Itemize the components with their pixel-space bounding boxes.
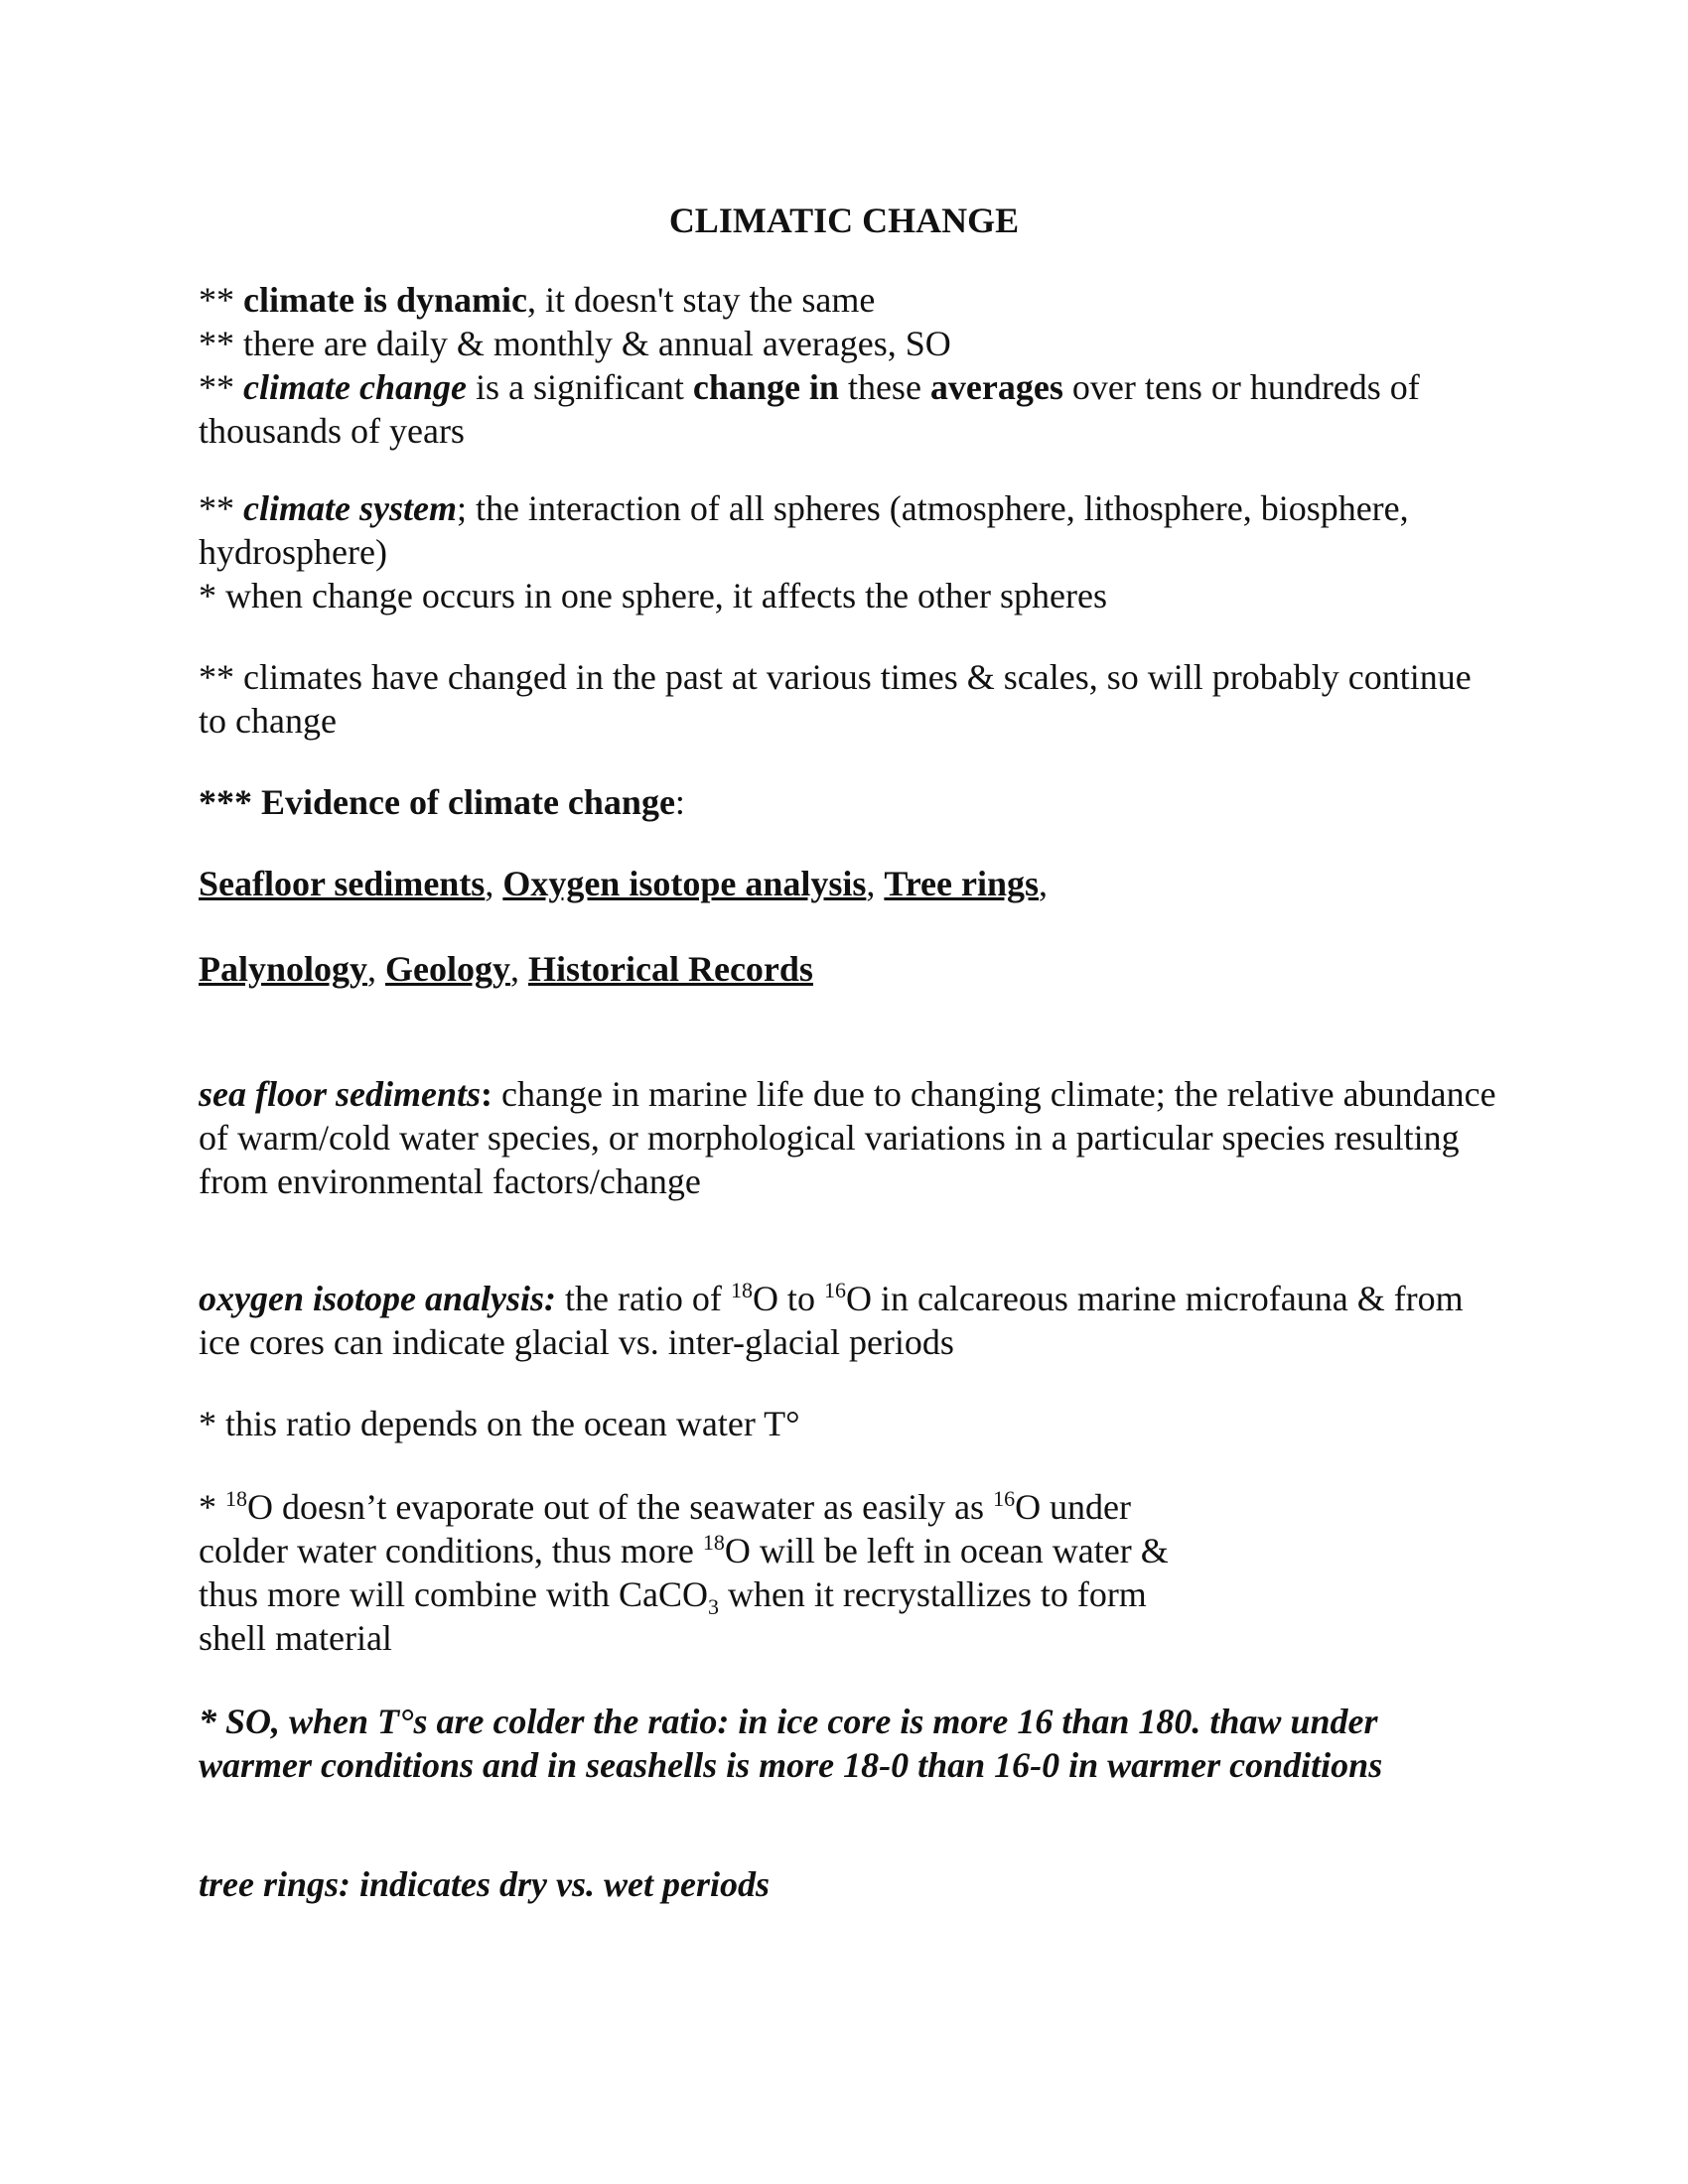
climate-dynamic-bold: climate is dynamic	[243, 280, 527, 320]
climate-system-paragraph: ** climate system; the interaction of all spheres (atmosphere, lithosphere, biosphere, hydrosphere) * when change occurs in one sphere, it affects the other spheres	[199, 488, 1409, 615]
evidence-list-row-1: Seafloor sediments, Oxygen isotope analysis, Tree rings,	[199, 864, 1049, 903]
climate-system-subpoint: * when change occurs in one sphere, it affects the other spheres	[199, 576, 1107, 615]
seafloor-paragraph: sea floor sediments: change in marine life due to changing climate; the relative abundance of warm/cold water species, or morphological variations in a particular species resulting from environmental factors/change	[199, 1074, 1496, 1201]
evidence-oxygen-isotope: Oxygen isotope analysis	[502, 864, 867, 903]
evidence-palynology: Palynology	[199, 949, 368, 989]
evidence-tree-rings: Tree rings	[884, 864, 1040, 903]
evidence-seafloor-sediments: Seafloor sediments	[199, 864, 486, 903]
intro-paragraph	[199, 278, 1499, 453]
evidence-geology: Geology	[385, 949, 510, 989]
seafloor-term: sea floor sediments	[199, 1074, 481, 1114]
climate-change-term: climate change	[243, 367, 467, 407]
oxygen-isotope-paragraph: oxygen isotope analysis: the ratio of $^{18}$O to $^{16}$O in calcareous marine microfauna & from ice cores can indicate glacial vs. inter-glacial periods	[199, 1278, 1464, 1362]
so-colder-note: * SO, when T°s are colder the ratio: in ice core is more 16 than 180. thaw under warmer conditions and in seashells is more 18-0 than 16-0 in warmer conditions	[199, 1702, 1383, 1785]
page-title: CLIMATIC CHANGE	[668, 201, 1020, 240]
past-change-paragraph: ** climates have changed in the past at various times & scales, so will probably continue to change	[199, 657, 1472, 741]
evaporation-paragraph: * $^{18}$O doesn’t evaporate out of the seawater as easily as $^{16}$O under colder water conditions, thus more $^{18}$O will be left in ocean water & thus more will combine with CaCO$_3$ when it recrystallizes to form shell material	[199, 1486, 1169, 1658]
climate-system-term: climate system	[243, 488, 457, 528]
intro-line-1: ** climate is dynamic, it doesn't stay the same	[199, 280, 876, 320]
evidence-historical-records: Historical Records	[528, 949, 813, 989]
evidence-list-row-2: Palynology, Geology, Historical Records	[199, 949, 813, 989]
evidence-heading: *** Evidence of climate change:	[199, 782, 685, 822]
ratio-note: * this ratio depends on the ocean water T°	[199, 1404, 800, 1443]
intro-line-3: ** climate change is a significant change in these averages over tens or hundreds of thousands of years	[199, 367, 1420, 451]
intro-line-2: ** there are daily & monthly & annual averages, SO	[199, 324, 951, 363]
tree-rings-note: tree rings: indicates dry vs. wet periods	[199, 1864, 770, 1904]
oxygen-isotope-term: oxygen isotope analysis:	[199, 1279, 556, 1318]
